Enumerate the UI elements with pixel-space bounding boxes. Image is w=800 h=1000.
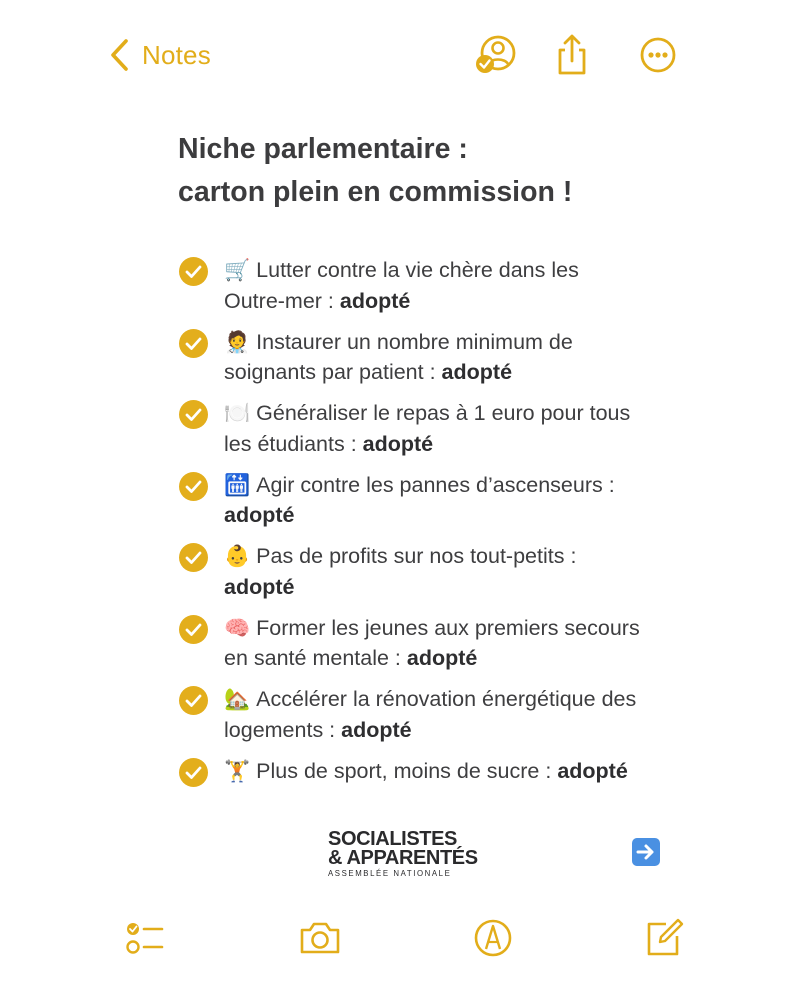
checklist-icon[interactable]	[122, 916, 166, 960]
logo-line-2: & APPARENTÉS	[328, 847, 478, 869]
checklist-item-text[interactable]	[224, 398, 644, 459]
checklist-item-text[interactable]	[224, 684, 644, 745]
bottom-toolbar	[0, 910, 800, 970]
item-label: Accélérer la rénovation énergétique des logements :	[224, 687, 637, 742]
item-label: Agir contre les pannes d’ascenseurs :	[256, 472, 615, 497]
item-emoji-icon: 👶	[224, 544, 251, 568]
note-title-line-2: carton plein en commission !	[178, 176, 573, 208]
item-label: Former les jeunes aux premiers secours en santé mentale :	[224, 615, 640, 670]
checklist-item[interactable]	[176, 541, 646, 613]
item-emoji-icon: 🧠	[224, 615, 251, 640]
logo-line-3: ASSEMBLÉE NATIONALE	[328, 869, 452, 878]
arrow-right-icon	[632, 838, 660, 866]
checked-circle-icon[interactable]	[179, 257, 208, 286]
checklist-item[interactable]	[176, 255, 646, 327]
back-button[interactable]	[108, 36, 211, 74]
checked-circle-icon[interactable]	[179, 543, 208, 572]
item-label: Plus de sport, moins de sucre :	[256, 758, 552, 783]
markup-icon[interactable]	[471, 916, 515, 960]
checked-circle-icon[interactable]	[179, 758, 208, 787]
item-emoji-icon: 🏡	[224, 687, 251, 711]
checklist-item[interactable]	[176, 398, 646, 470]
item-status: adopté	[362, 431, 434, 456]
checklist-item[interactable]	[176, 613, 646, 685]
note-title[interactable]	[178, 128, 698, 214]
checklist-item[interactable]	[176, 756, 646, 828]
checked-circle-icon[interactable]	[179, 472, 208, 501]
item-status: adopté	[557, 758, 628, 783]
item-label: Généraliser le repas à 1 euro pour tous les étudiants :	[224, 401, 631, 456]
more-icon[interactable]	[636, 33, 680, 77]
item-status: adopté	[406, 646, 478, 670]
item-status: adopté	[441, 360, 513, 384]
note-title-line-1: Niche parlementaire :	[178, 133, 468, 165]
checklist-item-text[interactable]	[224, 327, 644, 388]
camera-icon[interactable]	[298, 916, 342, 960]
checklist	[176, 255, 646, 827]
checklist-item[interactable]	[176, 327, 646, 399]
item-emoji-icon: 🍽️	[224, 401, 251, 425]
item-label: Instaurer un nombre minimum de soignants par patient :	[224, 329, 573, 384]
item-label: Lutter contre la vie chère dans les Outre-mer :	[224, 258, 579, 313]
checklist-item-text[interactable]	[224, 541, 644, 602]
navigation-bar	[0, 0, 800, 110]
checklist-item-text[interactable]	[224, 470, 644, 531]
checklist-item-text[interactable]	[224, 613, 644, 674]
item-emoji-icon: 🧑‍⚕️	[224, 329, 251, 354]
checklist-item[interactable]	[176, 470, 646, 542]
item-status: adopté	[339, 288, 411, 313]
chevron-left-icon	[108, 38, 130, 72]
checked-circle-icon[interactable]	[179, 400, 208, 429]
item-status: adopté	[224, 574, 295, 599]
back-label: Notes	[142, 39, 211, 70]
item-emoji-icon: 🏋️	[224, 758, 251, 783]
item-status: adopté	[341, 717, 412, 742]
item-emoji-icon: 🛗	[224, 472, 251, 497]
item-emoji-icon: 🛒	[224, 258, 251, 282]
checklist-item[interactable]	[176, 684, 646, 756]
item-status: adopté	[224, 503, 295, 527]
compose-icon[interactable]	[642, 916, 686, 960]
item-label: Pas de profits sur nos tout-petits :	[256, 544, 577, 568]
checklist-item-text[interactable]	[224, 255, 644, 316]
checked-circle-icon[interactable]	[179, 329, 208, 358]
checked-circle-icon[interactable]	[179, 615, 208, 644]
socialistes-logo	[328, 828, 478, 880]
share-icon[interactable]	[550, 33, 594, 77]
checklist-item-text[interactable]	[224, 756, 644, 787]
collaborate-icon[interactable]	[474, 33, 518, 77]
logo-line-1: SOCIALISTES	[328, 828, 457, 850]
checked-circle-icon[interactable]	[179, 686, 208, 715]
